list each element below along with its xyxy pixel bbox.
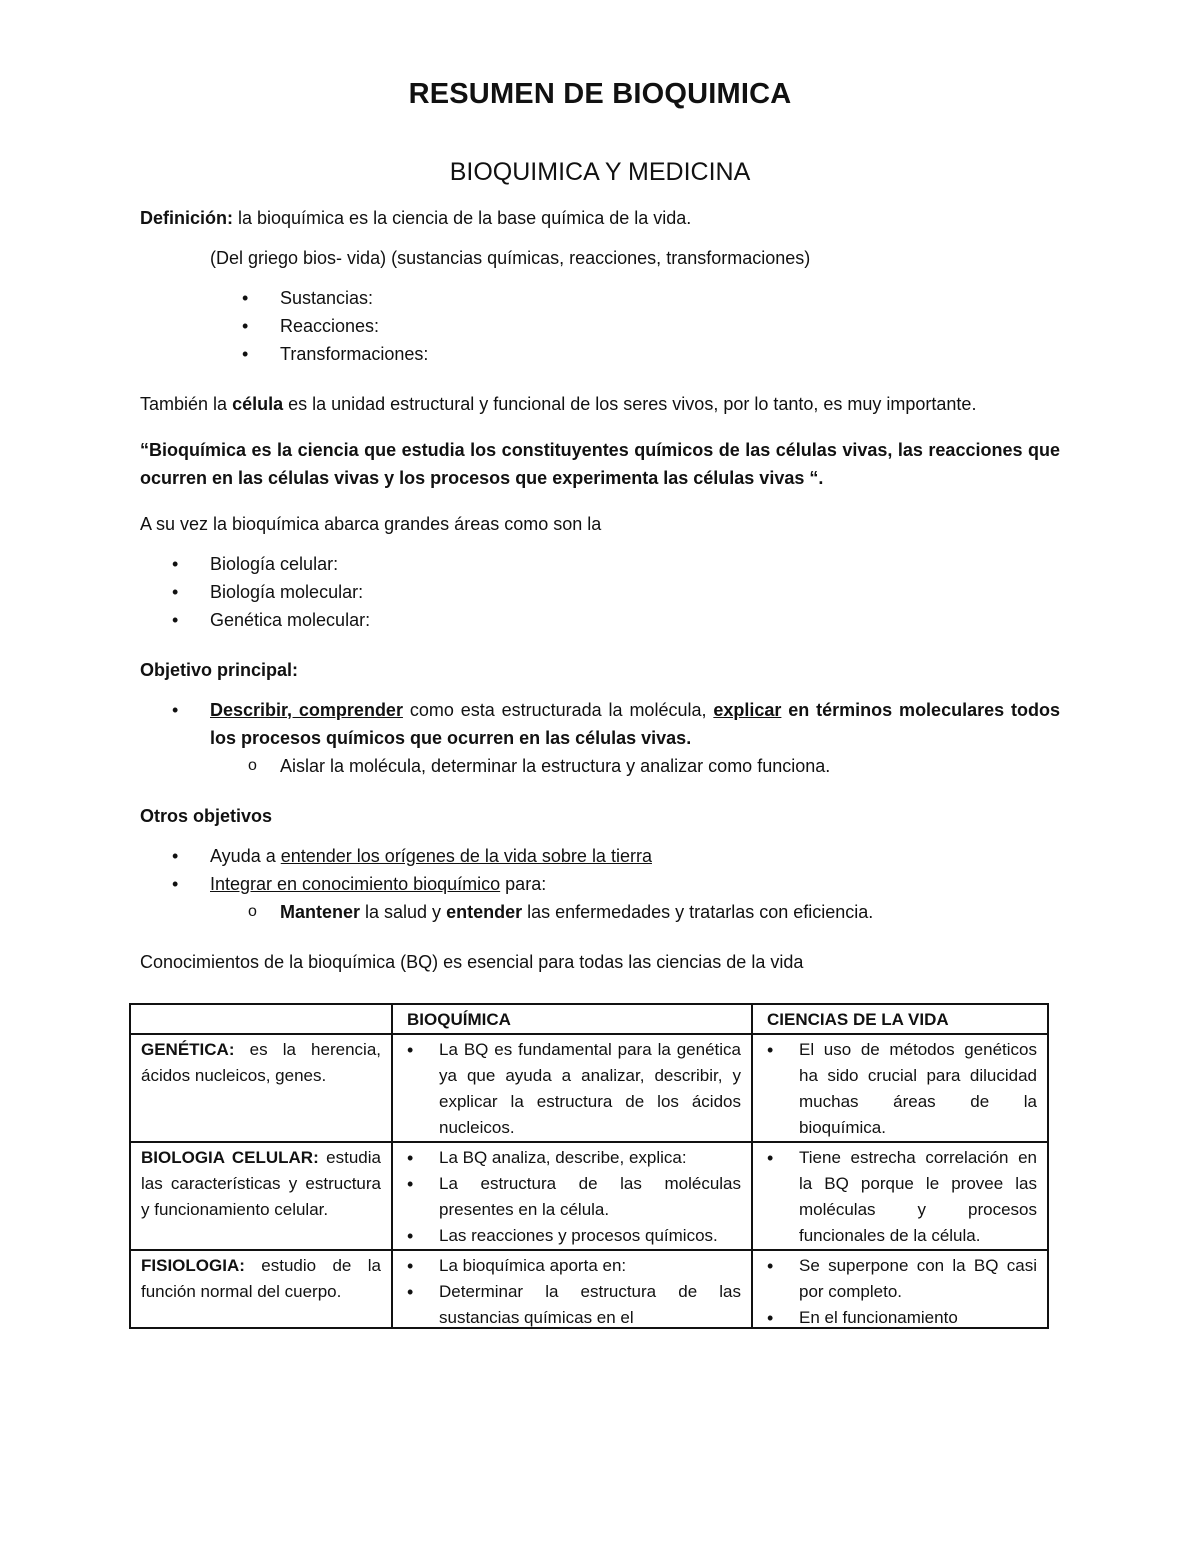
bullet-icon: • [172, 554, 179, 574]
table-row [130, 1142, 1048, 1250]
list-item: • Genética molecular: [140, 606, 1060, 634]
definition-text: la bioquímica es la ciencia de la base química de la vida. [233, 208, 692, 228]
table-header-cell: BIOQUÍMICA [392, 1004, 752, 1034]
table-row [130, 1250, 1048, 1328]
bullet-icon: • [172, 610, 179, 630]
bullet-icon: • [767, 1148, 774, 1168]
bullet-icon: • [767, 1308, 774, 1327]
table-cell: GENÉTICA: es la herencia, ácidos nucleicos, genes. [130, 1034, 392, 1142]
bullet-icon: • [407, 1148, 414, 1168]
list-item: • Determinar la estructura de las sustancias químicas en el [403, 1279, 741, 1327]
other-objectives-sublist [140, 898, 1060, 926]
table-header-cell: CIENCIAS DE LA VIDA [752, 1004, 1048, 1034]
etymology-paragraph: (Del griego bios- vida) (sustancias químicas, reacciones, transformaciones) [210, 248, 811, 268]
bullet-icon: • [407, 1226, 414, 1246]
main-objective-list [140, 696, 1060, 752]
main-objective-heading: Objetivo principal: [140, 660, 299, 680]
table-cell [392, 1250, 752, 1328]
table-cell [752, 1034, 1048, 1142]
cell-paragraph: También la célula es la unidad estructural y funcional de los seres vivos, por lo tanto, es muy importante. [140, 394, 977, 414]
list-item: • Tiene estrecha correlación en la BQ porque le provee las moléculas y procesos funcionales de la célula. [763, 1145, 1037, 1249]
list-item: • Biología celular: [140, 550, 1060, 578]
table-cell: BIOLOGIA CELULAR: estudia las características y estructura y funcionamiento celular. [130, 1142, 392, 1250]
table-header-cell [130, 1004, 392, 1034]
areas-list [140, 550, 1060, 634]
list-item: • Integrar en conocimiento bioquímico para: [140, 870, 1060, 898]
list-item: • La BQ es fundamental para la genética ya que ayuda a analizar, describir, y explicar la estructura de los ácidos nucleicos. [403, 1037, 741, 1141]
definition-quote: “Bioquímica es la ciencia que estudia los constituyentes químicos de las células vivas, las reacciones que ocurren en las células vivas y los procesos que experimenta las células vivas “. [140, 440, 1060, 488]
list-item: • La bioquímica aporta en: [403, 1253, 741, 1279]
document-body [140, 72, 1060, 976]
bullet-icon: • [242, 288, 249, 308]
bullet-icon: • [242, 344, 249, 364]
bullet-icon: • [767, 1256, 774, 1276]
bullet-icon: • [172, 700, 179, 720]
list-item: • La BQ analiza, describe, explica: [403, 1145, 741, 1171]
list-item: • Describir, comprender como esta estructurada la molécula, explicar en términos moleculares todos los procesos químicos que ocurren en las células vivas. [140, 696, 1060, 752]
list-item: • Biología molecular: [140, 578, 1060, 606]
table-row [130, 1034, 1048, 1142]
section-title: BIOQUIMICA Y MEDICINA [449, 158, 751, 186]
list-item: • Se superpone con la BQ casi por completo. [763, 1253, 1037, 1305]
bullet-icon: • [407, 1256, 414, 1276]
list-item: • El uso de métodos genéticos ha sido crucial para dilucidad muchas áreas de la bioquímica. [763, 1037, 1037, 1141]
bullet-icon: • [407, 1174, 414, 1194]
circle-bullet-icon: o [248, 903, 257, 920]
list-item: • Transformaciones: [140, 340, 1060, 368]
list-item: o Mantener la salud y entender las enfermedades y tratarlas con eficiencia. [140, 898, 1060, 926]
table-cell [392, 1034, 752, 1142]
bullet-icon: • [172, 874, 179, 894]
components-list [140, 284, 1060, 368]
list-item: • En el funcionamiento [763, 1305, 1037, 1327]
other-objectives-heading: Otros objetivos [140, 806, 273, 826]
other-objectives-list [140, 842, 1060, 898]
list-item: • Ayuda a entender los orígenes de la vida sobre la tierra [140, 842, 1060, 870]
bullet-icon: • [407, 1040, 414, 1060]
list-item: • Reacciones: [140, 312, 1060, 340]
table-cell [752, 1250, 1048, 1328]
definition-paragraph [140, 204, 1060, 232]
bullet-icon: • [172, 846, 179, 866]
circle-bullet-icon: o [248, 757, 257, 774]
bullet-icon: • [172, 582, 179, 602]
main-objective-sublist [140, 752, 1060, 780]
definition-label: Definición: [140, 208, 233, 228]
bullet-icon: • [242, 316, 249, 336]
table-cell [752, 1142, 1048, 1250]
list-item: o Aislar la molécula, determinar la estructura y analizar como funciona. [140, 752, 1060, 780]
table-cell [392, 1142, 752, 1250]
areas-intro: A su vez la bioquímica abarca grandes áreas como son la [140, 514, 602, 534]
knowledge-paragraph: Conocimientos de la bioquímica (BQ) es esencial para todas las ciencias de la vida [140, 952, 804, 972]
comparison-table [129, 1003, 1049, 1329]
bullet-icon: • [407, 1282, 414, 1302]
list-item: • La estructura de las moléculas presentes en la célula. [403, 1171, 741, 1223]
document-title: RESUMEN DE BIOQUIMICA [408, 78, 792, 110]
bullet-icon: • [767, 1040, 774, 1060]
list-item: • Las reacciones y procesos químicos. [403, 1223, 741, 1249]
table-header-row [130, 1004, 1048, 1034]
table-cell: FISIOLOGIA: estudio de la función normal del cuerpo. [130, 1250, 392, 1328]
list-item: • Sustancias: [140, 284, 1060, 312]
